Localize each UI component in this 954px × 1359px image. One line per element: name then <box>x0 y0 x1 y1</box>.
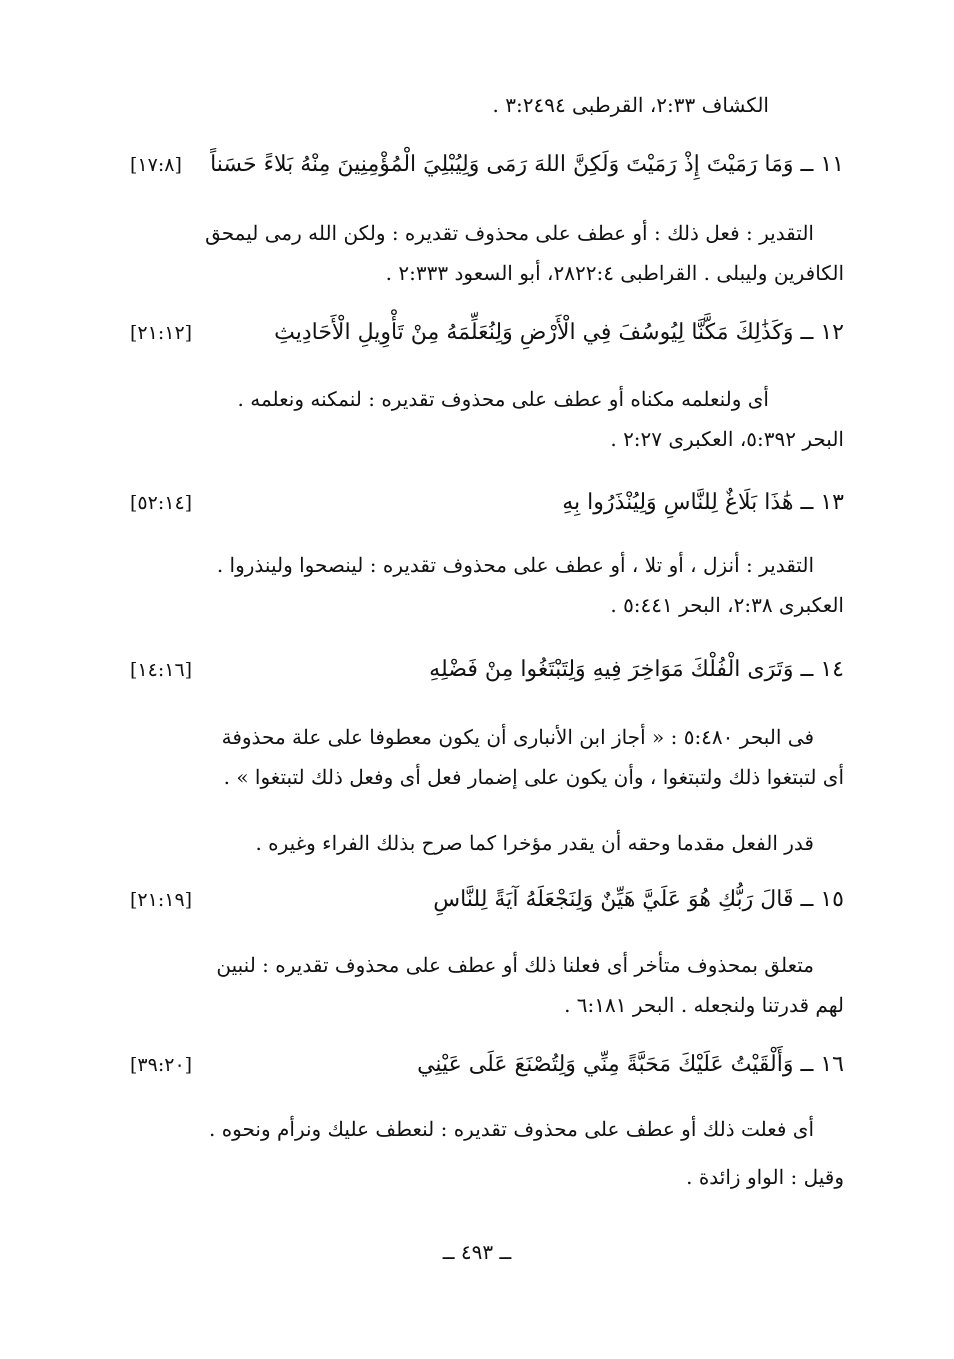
verse-text: ١١ ــ وَمَا رَمَيْتَ إِذْ رَمَيْتَ وَلَكِنَّ اللهَ رَمَى وَلِيُبْلِيَ الْمُؤْمِنِينَ مِنْهُ بَلاءً حَسَناً <box>210 152 844 177</box>
verse-text: ١٢ ــ وَكَذَٰلِكَ مَكَّنَّا لِيُوسُفَ فِي الْأَرْضِ وَلِنُعَلِّمَهُ مِنْ تَأْوِيلِ الْأَحَادِيثِ <box>274 320 844 345</box>
text-line: أى ولنعلمه مكناه أو عطف على محذوف تقديره : لنمكنه ونعلمه . <box>237 387 769 411</box>
verse-16 <box>130 1050 844 1080</box>
page-number: ــ ٤٩٣ ــ <box>442 1240 512 1264</box>
verse-reference: [٢١:١٩] <box>130 889 193 911</box>
text-line: التقدير : أنزل ، أو تلا ، أو عطف على محذوف تقديره : لينصحوا ولينذروا . <box>216 553 814 577</box>
text-line: الكشاف ٢:٣٣، القرطبى ٣:٢٤٩٤ . <box>492 93 769 117</box>
verse-14 <box>130 655 844 685</box>
text-line: الكافرين وليبلى . القراطبى ٢٨٢٢:٤، أبو السعود ٢:٣٣٣ . <box>385 261 844 285</box>
text-line: التقدير : فعل ذلك : أو عطف على محذوف تقديره : ولكن الله رمى ليمحق <box>205 221 814 245</box>
text-line: أى لتبتغوا ذلك ولتبتغوا ، وأن يكون على إضمار فعل أى وفعل ذلك لتبتغوا » . <box>223 765 844 789</box>
verse-reference: [٣٩:٢٠] <box>130 1054 193 1076</box>
verse-reference: [٢١:١٢] <box>130 322 193 344</box>
verse-reference: [١٤:١٦] <box>130 659 193 681</box>
verse-text: ١٦ ــ وَأَلْقَيْتُ عَلَيْكَ مَحَبَّةً مِنِّي وَلِتُصْنَعَ عَلَى عَيْنِي <box>417 1052 844 1077</box>
text-line: متعلق بمحذوف متأخر أى فعلنا ذلك أو عطف على محذوف تقديره : لنبين <box>216 953 814 977</box>
text-line: العكبرى ٢:٣٨، البحر ٥:٤٤١ . <box>610 593 844 617</box>
verse-11 <box>130 150 844 180</box>
verse-12 <box>130 318 844 348</box>
text-line: أى فعلت ذلك أو عطف على محذوف تقديره : لنعطف عليك ونرأم ونحوه . <box>208 1117 814 1141</box>
text-line: قدر الفعل مقدما وحقه أن يقدر مؤخرا كما صرح بذلك الفراء وغيره . <box>255 831 814 855</box>
verse-15 <box>130 885 844 915</box>
verse-reference: [٥٢:١٤] <box>130 492 193 514</box>
text-line: فى البحر ٥:٤٨٠ : « أجاز ابن الأنبارى أن يكون معطوفا على علة محذوفة <box>221 725 814 749</box>
text-line: البحر ٥:٣٩٢، العكبرى ٢:٢٧ . <box>610 427 844 451</box>
verse-text: ١٣ ــ هَٰذَا بَلَاغٌ لِلنَّاسِ وَلِيُنْذَرُوا بِهِ <box>562 490 844 515</box>
verse-text: ١٤ ــ وَتَرَى الْفُلْكَ مَوَاخِرَ فِيهِ وَلِتَبْتَغُوا مِنْ فَضْلِهِ <box>429 657 844 682</box>
text-line: وقيل : الواو زائدة . <box>686 1165 844 1189</box>
verse-13 <box>130 488 844 518</box>
verse-reference: [١٧:٨] <box>130 154 182 176</box>
text-line: لهم قدرتنا ولنجعله . البحر ٦:١٨١ . <box>564 993 844 1017</box>
verse-text: ١٥ ــ قَالَ رَبُّكِ هُوَ عَلَيَّ هَيِّنٌ وَلِنَجْعَلَهُ آيَةً لِلنَّاسِ <box>433 887 844 912</box>
